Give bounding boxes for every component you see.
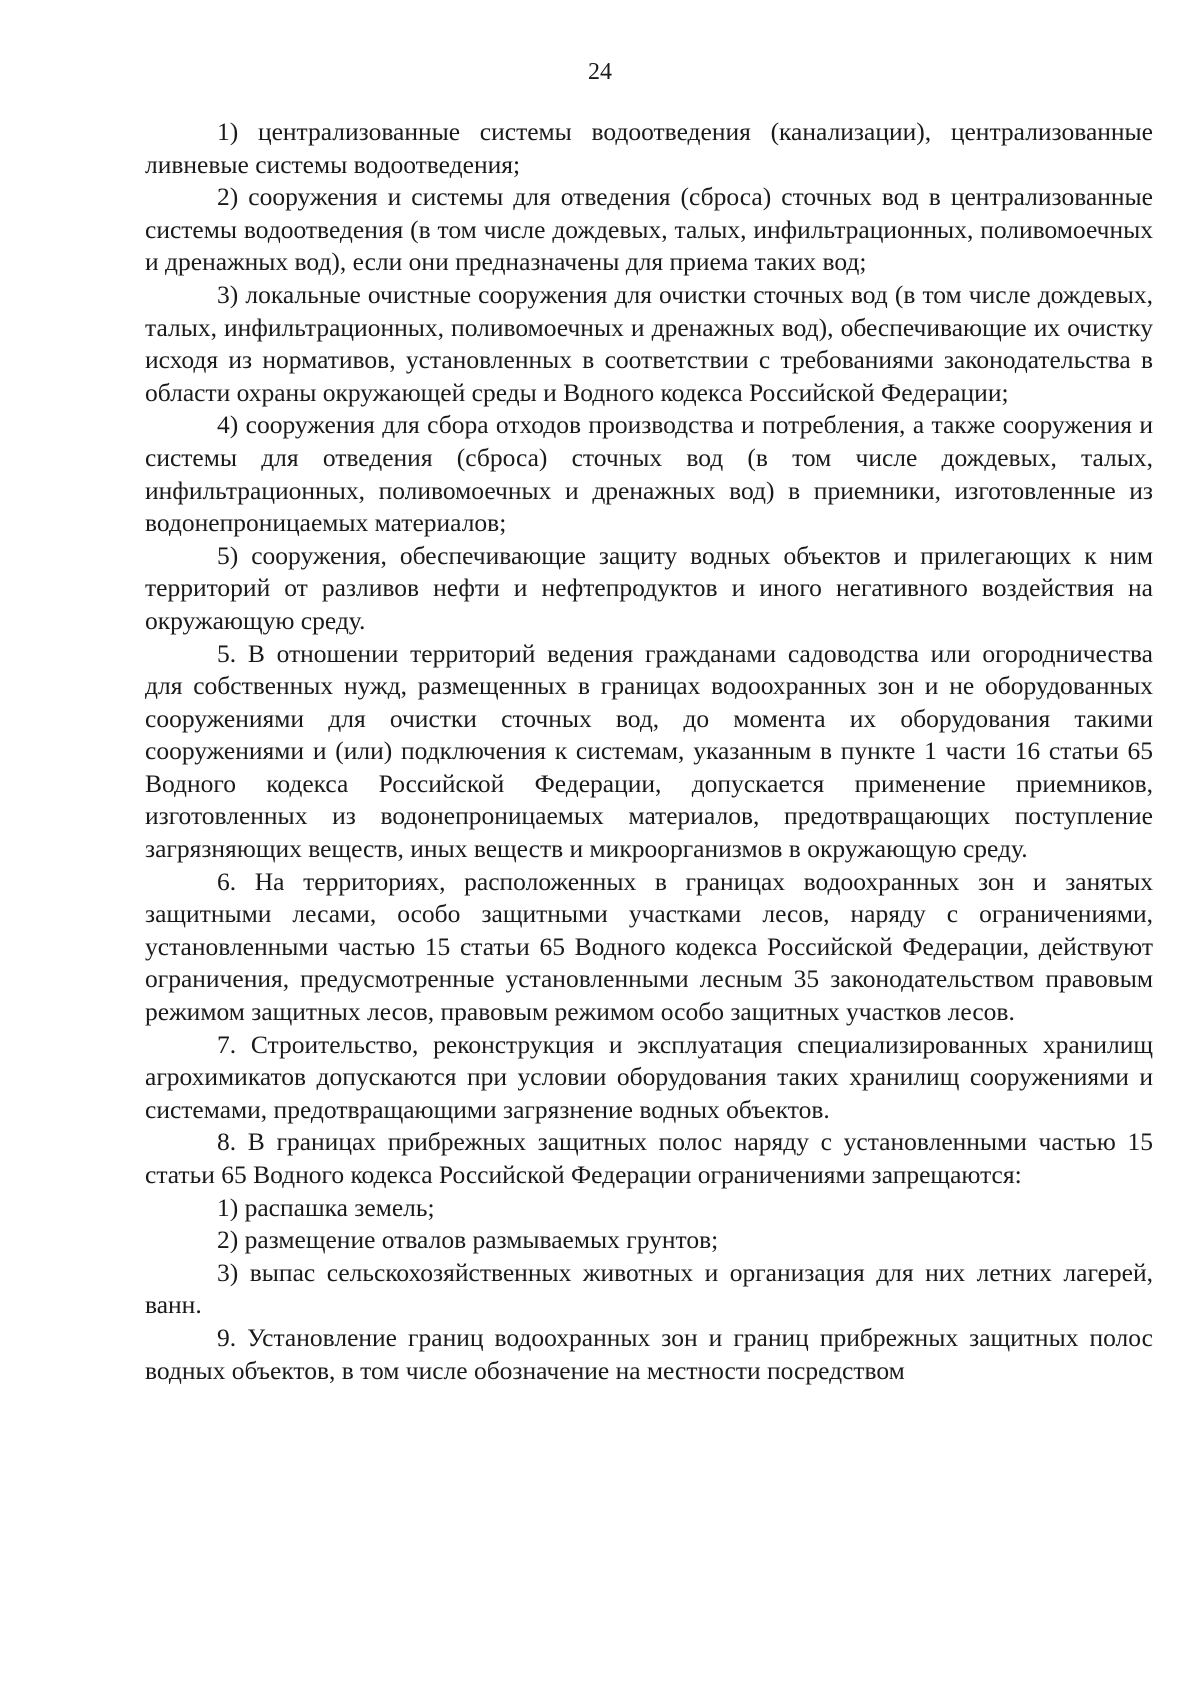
- paragraph-item-3-local-treatment: 3) локальные очистные сооружения для очистки сточных вод (в том числе дождевых, талых, инфильтрационных, поливомоечных и дренажных вод), обеспечивающие их очистку исходя из нормативов, установленных в соответствии с требованиями законодательства в области охраны окружающей среды и Водного кодекса Российской Федерации;: [145, 279, 1153, 407]
- paragraph-clause-5: 5. В отношении территорий ведения гражданами садоводства или огородничества для собственных нужд, размещенных в границах водоохранных зон и не оборудованных сооружениями для очистки сточных вод, до момента их оборудования такими сооружениями и (или) подключения к системам, указанным в пункте 1 части 16 статьи 65 Водного кодекса Российской Федерации, допускается применение приемников, изготовленных из водонепроницаемых материалов, предотвращающих поступление загрязняющих веществ, иных веществ и микроорганизмов в окружающую среду.: [145, 638, 1153, 864]
- paragraph-item-4-waste-collection: 4) сооружения для сбора отходов производства и потребления, а также сооружения и системы для отведения (сброса) сточных вод (в том числе дождевых, талых, инфильтрационных, поливомоечных и дренажных вод) в приемники, изготовленные из водонепроницаемых материалов;: [145, 410, 1153, 538]
- paragraph-clause-8-item-3: 3) выпас сельскохозяйственных животных и организация для них летних лагерей, ванн.: [145, 1257, 1153, 1320]
- paragraph-clause-7: 7. Строительство, реконструкция и эксплуатация специализированных хранилищ агрохимикатов допускаются при условии оборудования таких хранилищ сооружениями и системами, предотвращающими загрязнение водных объектов.: [145, 1029, 1153, 1124]
- paragraph-item-2-drainage-structures: 2) сооружения и системы для отведения (сброса) сточных вод в централизованные системы водоотведения (в том числе дождевых, талых, инфильтрационных, поливомоечных и дренажных вод), если они предназначены для приема таких вод;: [145, 182, 1153, 277]
- paragraph-clause-9: 9. Установление границ водоохранных зон и границ прибрежных защитных полос водных объектов, в том числе обозначение на местности посредством: [145, 1322, 1153, 1385]
- document-body: [145, 116, 1153, 1387]
- paragraph-clause-6: 6. На территориях, расположенных в границах водоохранных зон и занятых защитными лесами, особо защитными участками лесов, наряду с ограничениями, установленными частью 15 статьи 65 Водного кодекса Российской Федерации, действуют ограничения, предусмотренные установленными лесным 35 законодательством правовым режимом защитных лесов, правовым режимом особо защитных участков лесов.: [145, 866, 1153, 1027]
- paragraph-clause-8: 8. В границах прибрежных защитных полос наряду с установленными частью 15 статьи 65 Водного кодекса Российской Федерации ограничениями запрещаются:: [145, 1127, 1153, 1189]
- paragraph-item-5-protection-structures: 5) сооружения, обеспечивающие защиту водных объектов и прилегающих к ним территорий от разливов нефти и нефтепродуктов и иного негативного воздействия на окружающую среду.: [145, 540, 1153, 635]
- page-number: 24: [588, 59, 612, 85]
- paragraph-clause-8-item-1: 1) распашка земель;: [217, 1192, 435, 1222]
- paragraph-item-1-centralized-systems: 1) централизованные системы водоотведения (канализации), централизованные ливневые системы водоотведения;: [145, 117, 1153, 179]
- paragraph-clause-8-item-2: 2) размещение отвалов размываемых грунтов;: [217, 1225, 719, 1255]
